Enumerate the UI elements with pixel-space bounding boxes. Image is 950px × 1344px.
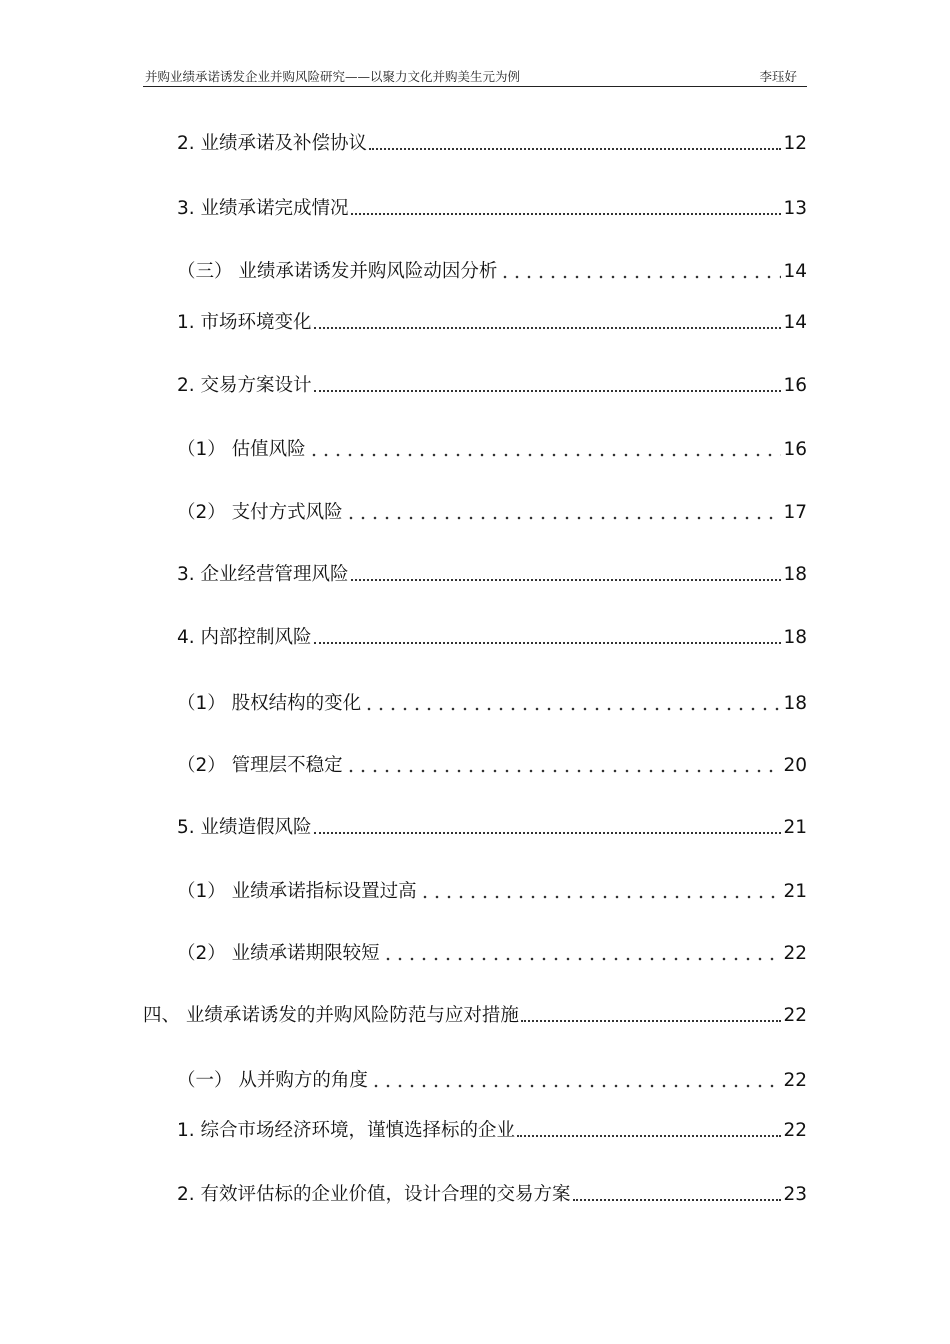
toc-dot-leader [521,1019,782,1022]
toc-dot-leader [308,453,782,457]
toc-entry-page: 13 [783,198,807,219]
toc-entry[interactable] [177,874,807,904]
toc-entry-label: 2. 业绩承诺及补偿协议 [177,133,368,154]
toc-dot-leader [370,1084,782,1088]
toc-entry-label: 3. 企业经营管理风险 [177,564,349,585]
toc-entry[interactable] [177,936,807,966]
toc-entry-label: 3. 业绩承诺完成情况 [177,198,349,219]
toc-entry[interactable] [177,1113,807,1143]
toc-entry-label: （2） 管理层不稳定 [177,755,343,776]
toc-entry-page: 22 [783,1070,807,1091]
toc-dot-leader [351,578,782,581]
toc-entry[interactable] [143,998,807,1028]
toc-dot-leader [345,769,782,773]
toc-entry[interactable] [177,1177,807,1207]
toc-entry-page: 22 [783,1005,807,1026]
toc-entry[interactable] [177,1063,807,1093]
toc-entry-page: 18 [783,627,807,648]
toc-entry-page: 22 [783,943,807,964]
toc-entry[interactable] [177,254,807,284]
toc-entry-label: 四、 业绩承诺诱发的并购风险防范与应对措施 [143,1005,519,1026]
toc-entry-page: 14 [783,261,807,282]
toc-dot-leader [314,641,782,644]
header-author: 李珏好 [759,69,797,84]
toc-entry[interactable] [177,557,807,587]
toc-entry-label: 2. 交易方案设计 [177,375,312,396]
toc-entry-label: （1） 估值风险 [177,439,306,460]
toc-entry[interactable] [177,126,807,156]
toc-dot-leader [382,957,782,961]
toc-entry-page: 17 [783,502,807,523]
toc-dot-leader [314,326,782,329]
toc-entry-page: 14 [783,312,807,333]
toc-entry-label: 1. 综合市场经济环境，谨慎选择标的企业 [177,1120,516,1141]
header-title: 并购业绩承诺诱发企业并购风险研究——以聚力文化并购美生元为例 [145,69,521,84]
toc-entry-page: 23 [783,1184,807,1205]
toc-dot-leader [369,147,781,150]
toc-entry[interactable] [177,686,807,716]
toc-entry[interactable] [177,748,807,778]
toc-dot-leader [314,389,782,392]
toc-entry-label: （三） 业绩承诺诱发并购风险动因分析 [177,261,498,282]
toc-entry-label: （1） 股权结构的变化 [177,693,362,714]
toc-entry-page: 20 [783,755,807,776]
toc-dot-leader [314,831,782,834]
toc-entry-page: 18 [783,564,807,585]
toc-entry-label: （2） 业绩承诺期限较短 [177,943,380,964]
toc-entry-label: （2） 支付方式风险 [177,502,343,523]
toc-entry-page: 22 [783,1120,807,1141]
toc-dot-leader [363,707,781,711]
toc-entry-page: 21 [783,881,807,902]
toc-entry-page: 16 [783,439,807,460]
toc-entry-label: （1） 业绩承诺指标设置过高 [177,881,417,902]
toc-entry[interactable] [177,432,807,462]
toc-entry-page: 16 [783,375,807,396]
toc-dot-leader [345,516,782,520]
toc-entry-label: （一） 从并购方的角度 [177,1070,368,1091]
toc-entry[interactable] [177,495,807,525]
toc-entry-page: 18 [783,693,807,714]
toc-entry-label: 5. 业绩造假风险 [177,817,312,838]
toc-entry-page: 12 [783,133,807,154]
toc-dot-leader [419,895,782,899]
toc-entry-page: 21 [783,817,807,838]
toc-entry[interactable] [177,620,807,650]
toc-entry-label: 1. 市场环境变化 [177,312,312,333]
toc-dot-leader [517,1134,781,1137]
toc-dot-leader [573,1198,782,1201]
toc-entry-label: 2. 有效评估标的企业价值，设计合理的交易方案 [177,1184,571,1205]
toc-entry[interactable] [177,810,807,840]
toc-entry-label: 4. 内部控制风险 [177,627,312,648]
toc-dot-leader [499,275,781,279]
toc-entry[interactable] [177,191,807,221]
toc-entry[interactable] [177,305,807,335]
toc-entry[interactable] [177,368,807,398]
toc-dot-leader [351,212,782,215]
